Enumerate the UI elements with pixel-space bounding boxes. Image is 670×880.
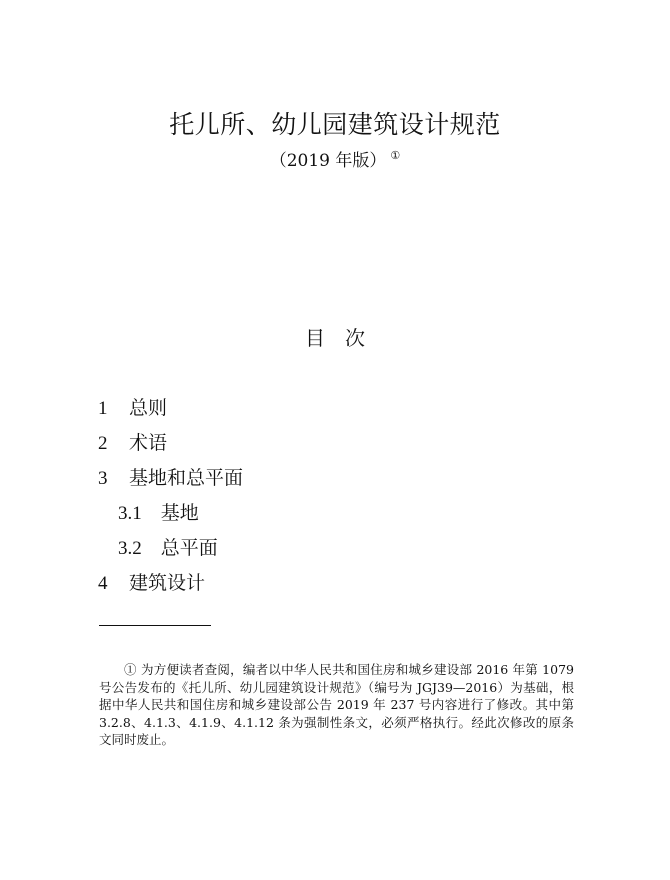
footnote-text: ① 为方便读者查阅，编者以中华人民共和国住房和城乡建设部 2016 年第 1079 号公告发布的《托儿所、幼儿园建筑设计规范》（编号为 JGJ39—2016）为基础，根据中华人民共和国住房和城乡建设部公告 2019 年 237 号内容进行了修改。其中第 3.2.8、4.1.3、4.1.9、4.1.12 条为强制性条文，必须严格执行。经此次修改的原条文同时废止。: [99, 662, 574, 747]
toc-item-label: 基地: [160, 502, 199, 524]
footnote-separator: [99, 625, 211, 626]
toc-item-4[interactable]: [98, 568, 243, 603]
toc-item-number: 1: [98, 398, 108, 419]
toc-item-label: 总平面: [160, 537, 218, 559]
toc-item-number: 3: [98, 468, 108, 489]
toc-item-number: 3.2: [118, 538, 142, 559]
footnote-marker[interactable]: ①: [390, 149, 401, 162]
toc-item-3-2[interactable]: [98, 533, 243, 568]
toc-item-2[interactable]: [98, 428, 243, 463]
toc-item-label: 术语: [129, 432, 168, 454]
toc-item-label: 建筑设计: [129, 572, 206, 594]
toc-item-1[interactable]: [98, 393, 243, 428]
toc-heading: 目次: [305, 326, 385, 350]
toc-item-label: 总则: [129, 397, 168, 419]
toc-item-3-1[interactable]: [98, 498, 243, 533]
toc-item-number: 2: [98, 433, 108, 454]
toc-item-number: 4: [98, 573, 108, 594]
toc-item-label: 基地和总平面: [129, 467, 244, 489]
edition-line: [0, 146, 670, 171]
document-title: 托儿所、幼儿园建筑设计规范: [169, 110, 501, 139]
toc-item-3[interactable]: [98, 463, 243, 498]
toc-item-number: 3.1: [118, 503, 142, 524]
edition-label: （2019 年版）: [269, 151, 387, 171]
table-of-contents: [98, 393, 243, 603]
